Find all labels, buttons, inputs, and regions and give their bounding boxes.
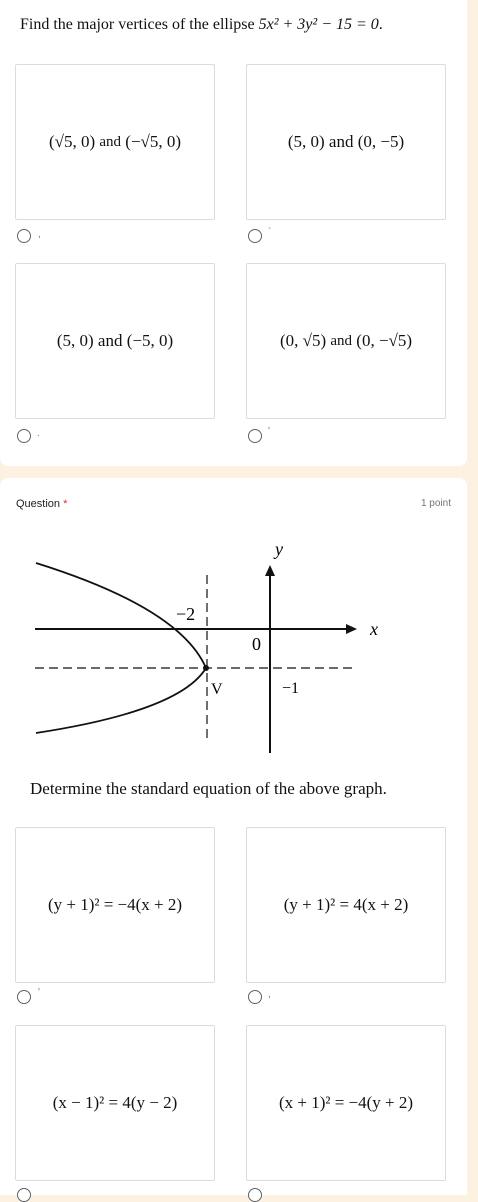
q1-option-2-and: and	[328, 132, 354, 151]
q2-option-2-image[interactable]	[246, 827, 446, 983]
question-1-text	[20, 16, 383, 34]
origin-label: 0	[252, 634, 261, 654]
q1-option-2-right: (0, −5)	[357, 132, 405, 151]
q2-option-4-equation: (x + 1)² = −4(y + 2)	[278, 1093, 414, 1112]
question-card-2	[0, 478, 467, 1195]
parabola-graph	[30, 533, 410, 763]
q2-option-3-radio[interactable]	[17, 1188, 31, 1202]
points-label: 1 point	[420, 498, 451, 509]
question-2-title-text: Question	[16, 498, 61, 510]
q1-option-3-and: and	[97, 331, 123, 350]
q1-option-1-right: (−√5, 0)	[125, 132, 182, 151]
vertex-label: V	[211, 681, 223, 698]
y-axis-label: y	[275, 539, 283, 559]
q1-option-4-right: (0, −√5)	[356, 331, 413, 350]
x-axis-label: x	[370, 619, 378, 639]
q2-option-2-radio[interactable]	[248, 990, 262, 1004]
q2-option-1-image[interactable]	[15, 827, 215, 983]
parabola-curve	[36, 563, 206, 733]
q2-option-2-equation: (y + 1)² = 4(x + 2)	[283, 895, 409, 914]
q1-option-2-radio[interactable]	[248, 229, 262, 243]
question-2-title	[16, 498, 67, 510]
q1-option-4-image[interactable]	[246, 263, 446, 419]
question-card-1	[0, 0, 467, 466]
q2-option-3-image[interactable]	[15, 1025, 215, 1181]
q1-option-4-and: and	[330, 332, 353, 349]
x-axis-arrow	[346, 624, 357, 634]
q2-option-1-label: '	[38, 987, 40, 998]
required-mark: *	[63, 498, 68, 510]
q1-option-4-left: (0, √5)	[279, 331, 327, 350]
q1-option-4-label: '	[268, 426, 270, 437]
q2-option-4-radio[interactable]	[248, 1188, 262, 1202]
q1-option-3-radio[interactable]	[17, 429, 31, 443]
q1-option-3-left: (5, 0)	[56, 331, 94, 350]
q2-option-3-equation: (x − 1)² = 4(y − 2)	[52, 1093, 178, 1112]
q2-option-1-radio[interactable]	[17, 990, 31, 1004]
q1-option-1-image[interactable]	[15, 64, 215, 220]
y-tick-label: −1	[282, 680, 300, 697]
q1-option-3-image[interactable]	[15, 263, 215, 419]
question-1-suffix: .	[378, 16, 383, 33]
q1-option-2-left: (5, 0)	[287, 132, 325, 151]
q1-option-4-radio[interactable]	[248, 429, 262, 443]
q1-option-3-right: (−5, 0)	[126, 331, 174, 350]
q2-option-4-image[interactable]	[246, 1025, 446, 1181]
q1-option-3-label: .	[37, 428, 40, 439]
q1-option-1-radio[interactable]	[17, 229, 31, 243]
q1-option-1-label: ,	[38, 229, 41, 240]
q1-option-1-and: and	[99, 133, 122, 150]
q1-option-2-label: `	[268, 227, 272, 238]
x-tick-label: −2	[176, 604, 196, 624]
question-1-equation: 5x² + 3y² − 15 = 0	[258, 16, 379, 33]
y-axis-arrow	[265, 565, 275, 576]
q1-option-2-image[interactable]	[246, 64, 446, 220]
q2-option-1-equation: (y + 1)² = −4(x + 2)	[47, 895, 183, 914]
q1-option-1-left: (√5, 0)	[48, 132, 96, 151]
vertex-point	[203, 665, 209, 671]
question-2-prompt: Determine the standard equation of the above graph.	[30, 779, 387, 798]
q2-option-2-label: ,	[268, 989, 271, 1000]
question-1-prefix: Find the major vertices of the ellipse	[20, 16, 255, 33]
